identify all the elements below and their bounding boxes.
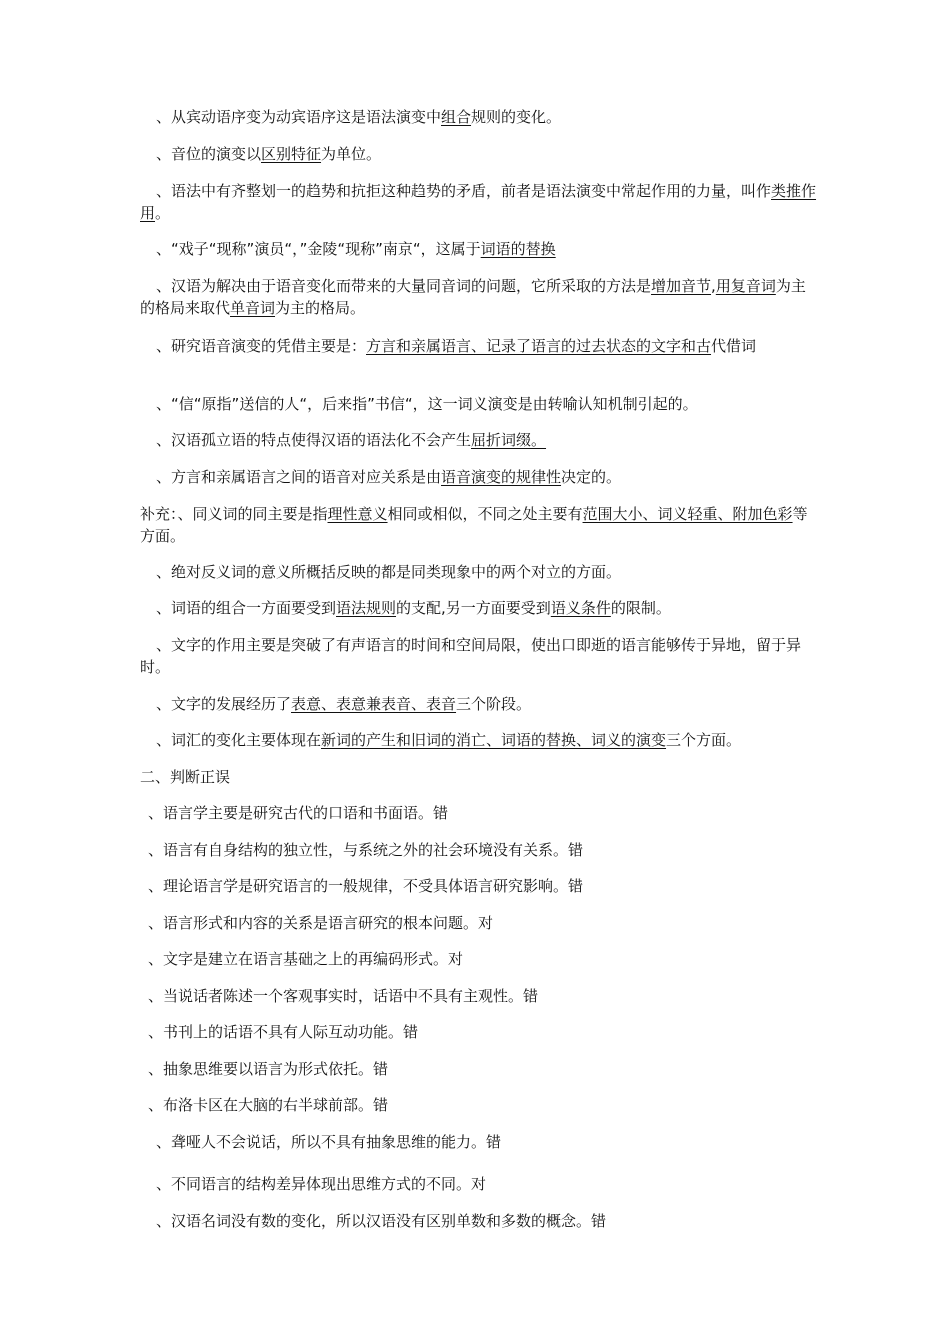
fill-in-item: [140, 561, 820, 583]
fill-in-item: [140, 180, 820, 224]
text-segment: 三个方面。: [666, 731, 742, 749]
text-segment: 等方面。: [140, 505, 808, 545]
underlined-answer: 理性意义: [327, 505, 388, 523]
text-segment: 、“信“原指”送信的人“，后来指”书信“，这一词义演变是由转喻认知机制引起的。: [156, 395, 698, 413]
underlined-answer: 增加音节: [651, 277, 712, 295]
text-segment: 、从宾动语序变为动宾语序这是语法演变中: [156, 108, 442, 126]
fill-in-item: [140, 466, 820, 488]
fill-in-item: [140, 693, 820, 715]
text-segment: 、“戏子“现称”演员“，”金陵“现称”南京“，这属于: [156, 240, 481, 258]
judgment-item: 、不同语言的结构差异体现出思维方式的不同。对: [156, 1175, 487, 1193]
text-segment: 、词语的组合一方面要受到: [156, 599, 337, 617]
judgment-item: 、布洛卡区在大脑的右半球前部。错: [148, 1096, 389, 1114]
text-segment: 相同或相似，不同之处主要有: [387, 505, 583, 523]
text-segment: 、方言和亲属语言之间的语音对应关系是由: [156, 468, 442, 486]
judgment-item: 、汉语名词没有数的变化，所以汉语没有区别单数和多数的概念。错: [156, 1212, 607, 1230]
text-segment: 、汉语为解决由于语音变化而带来的大量同音词的问题，它所采取的方法是: [156, 277, 652, 295]
underlined-answer: 类推作用: [140, 182, 817, 222]
text-segment: ,: [711, 277, 716, 295]
text-segment: 、词汇的变化主要体现在: [156, 731, 322, 749]
fill-in-item: [140, 106, 820, 128]
text-segment: 的限制。: [610, 599, 671, 617]
underlined-answer: 表意、表意兼表音、表音: [291, 695, 457, 713]
judgment-item: 、语言形式和内容的关系是语言研究的根本问题。对: [148, 914, 494, 932]
underlined-answer: 范围大小、词义轻重、附加色彩: [582, 505, 793, 523]
fill-in-item: [140, 143, 820, 165]
underlined-answer: 组合: [441, 108, 472, 126]
text-segment: 为单位。: [321, 145, 382, 163]
text-segment: 代借词: [711, 337, 757, 355]
text-segment: 、研究语音演变的凭借主要是：: [156, 337, 367, 355]
text-segment: 、绝对反义词的意义所概括反映的都是同类现象中的两个对立的方面。: [156, 563, 622, 581]
text-segment: 、文字的作用主要是突破了有声语言的时间和空间局限，使出口即逝的语言能够传于异地，留于异时。: [140, 636, 802, 676]
text-segment: 、语法中有齐整划一的趋势和抗拒这种趋势的矛盾，前者是语法演变中常起作用的力量，叫作: [156, 182, 772, 200]
text-segment: 、音位的演变以: [156, 145, 262, 163]
fill-in-item: [140, 503, 820, 547]
judgment-item: 、书刊上的话语不具有人际互动功能。错: [148, 1023, 419, 1041]
underlined-answer: 方言和亲属语言、记录了语言的过去状态的文字和古: [366, 337, 712, 355]
text-segment: 、文字的发展经历了: [156, 695, 292, 713]
underlined-answer: 语义条件: [550, 599, 611, 617]
judgment-item: 、语言有自身结构的独立性，与系统之外的社会环境没有关系。错: [148, 841, 584, 859]
section-heading: 二、判断正误: [140, 768, 231, 786]
text-segment: 三个阶段。: [456, 695, 532, 713]
judgment-item: 、聋哑人不会说话，所以不具有抽象思维的能力。错: [156, 1133, 502, 1151]
fill-in-item: [140, 634, 820, 678]
underlined-answer: 词语的替换: [480, 240, 556, 258]
underlined-answer: 新词的产生和旧词的消亡、词语的替换、词义的演变: [321, 731, 667, 749]
fill-in-item: [140, 275, 820, 319]
text-segment: 为主的格局来取代: [140, 277, 806, 317]
fill-in-item: [140, 393, 820, 415]
text-segment: 的支配,另一方面要受到: [396, 599, 551, 617]
underlined-answer: 区别特征: [261, 145, 322, 163]
judgment-item: 、语言学主要是研究古代的口语和书面语。错: [148, 804, 449, 822]
underlined-answer: 语法规则: [336, 599, 397, 617]
judgment-item: 、理论语言学是研究语言的一般规律，不受具体语言研究影响。错: [148, 877, 584, 895]
underlined-answer: 用复音词: [715, 277, 776, 295]
fill-in-item: [140, 238, 820, 260]
underlined-answer: 语音演变的规律性: [441, 468, 562, 486]
fill-in-item: [140, 335, 820, 357]
text-segment: 规则的变化。: [471, 108, 562, 126]
text-segment: 决定的。: [561, 468, 622, 486]
text-segment: 。: [155, 204, 171, 222]
underlined-answer: 屈折词缀。: [471, 431, 547, 449]
fill-in-item: [140, 597, 820, 619]
judgment-item: 、文字是建立在语言基础之上的再编码形式。对: [148, 950, 464, 968]
fill-in-item: [140, 729, 820, 751]
judgment-item: 、当说话者陈述一个客观事实时，话语中不具有主观性。错: [148, 987, 539, 1005]
underlined-answer: 单音词: [230, 299, 276, 317]
text-segment: 补充：、同义词的同主要是指: [140, 505, 328, 523]
judgment-item: 、抽象思维要以语言为形式依托。错: [148, 1060, 389, 1078]
text-segment: 、汉语孤立语的特点使得汉语的语法化不会产生: [156, 431, 472, 449]
text-segment: 为主的格局。: [275, 299, 366, 317]
fill-in-item: [140, 429, 820, 451]
